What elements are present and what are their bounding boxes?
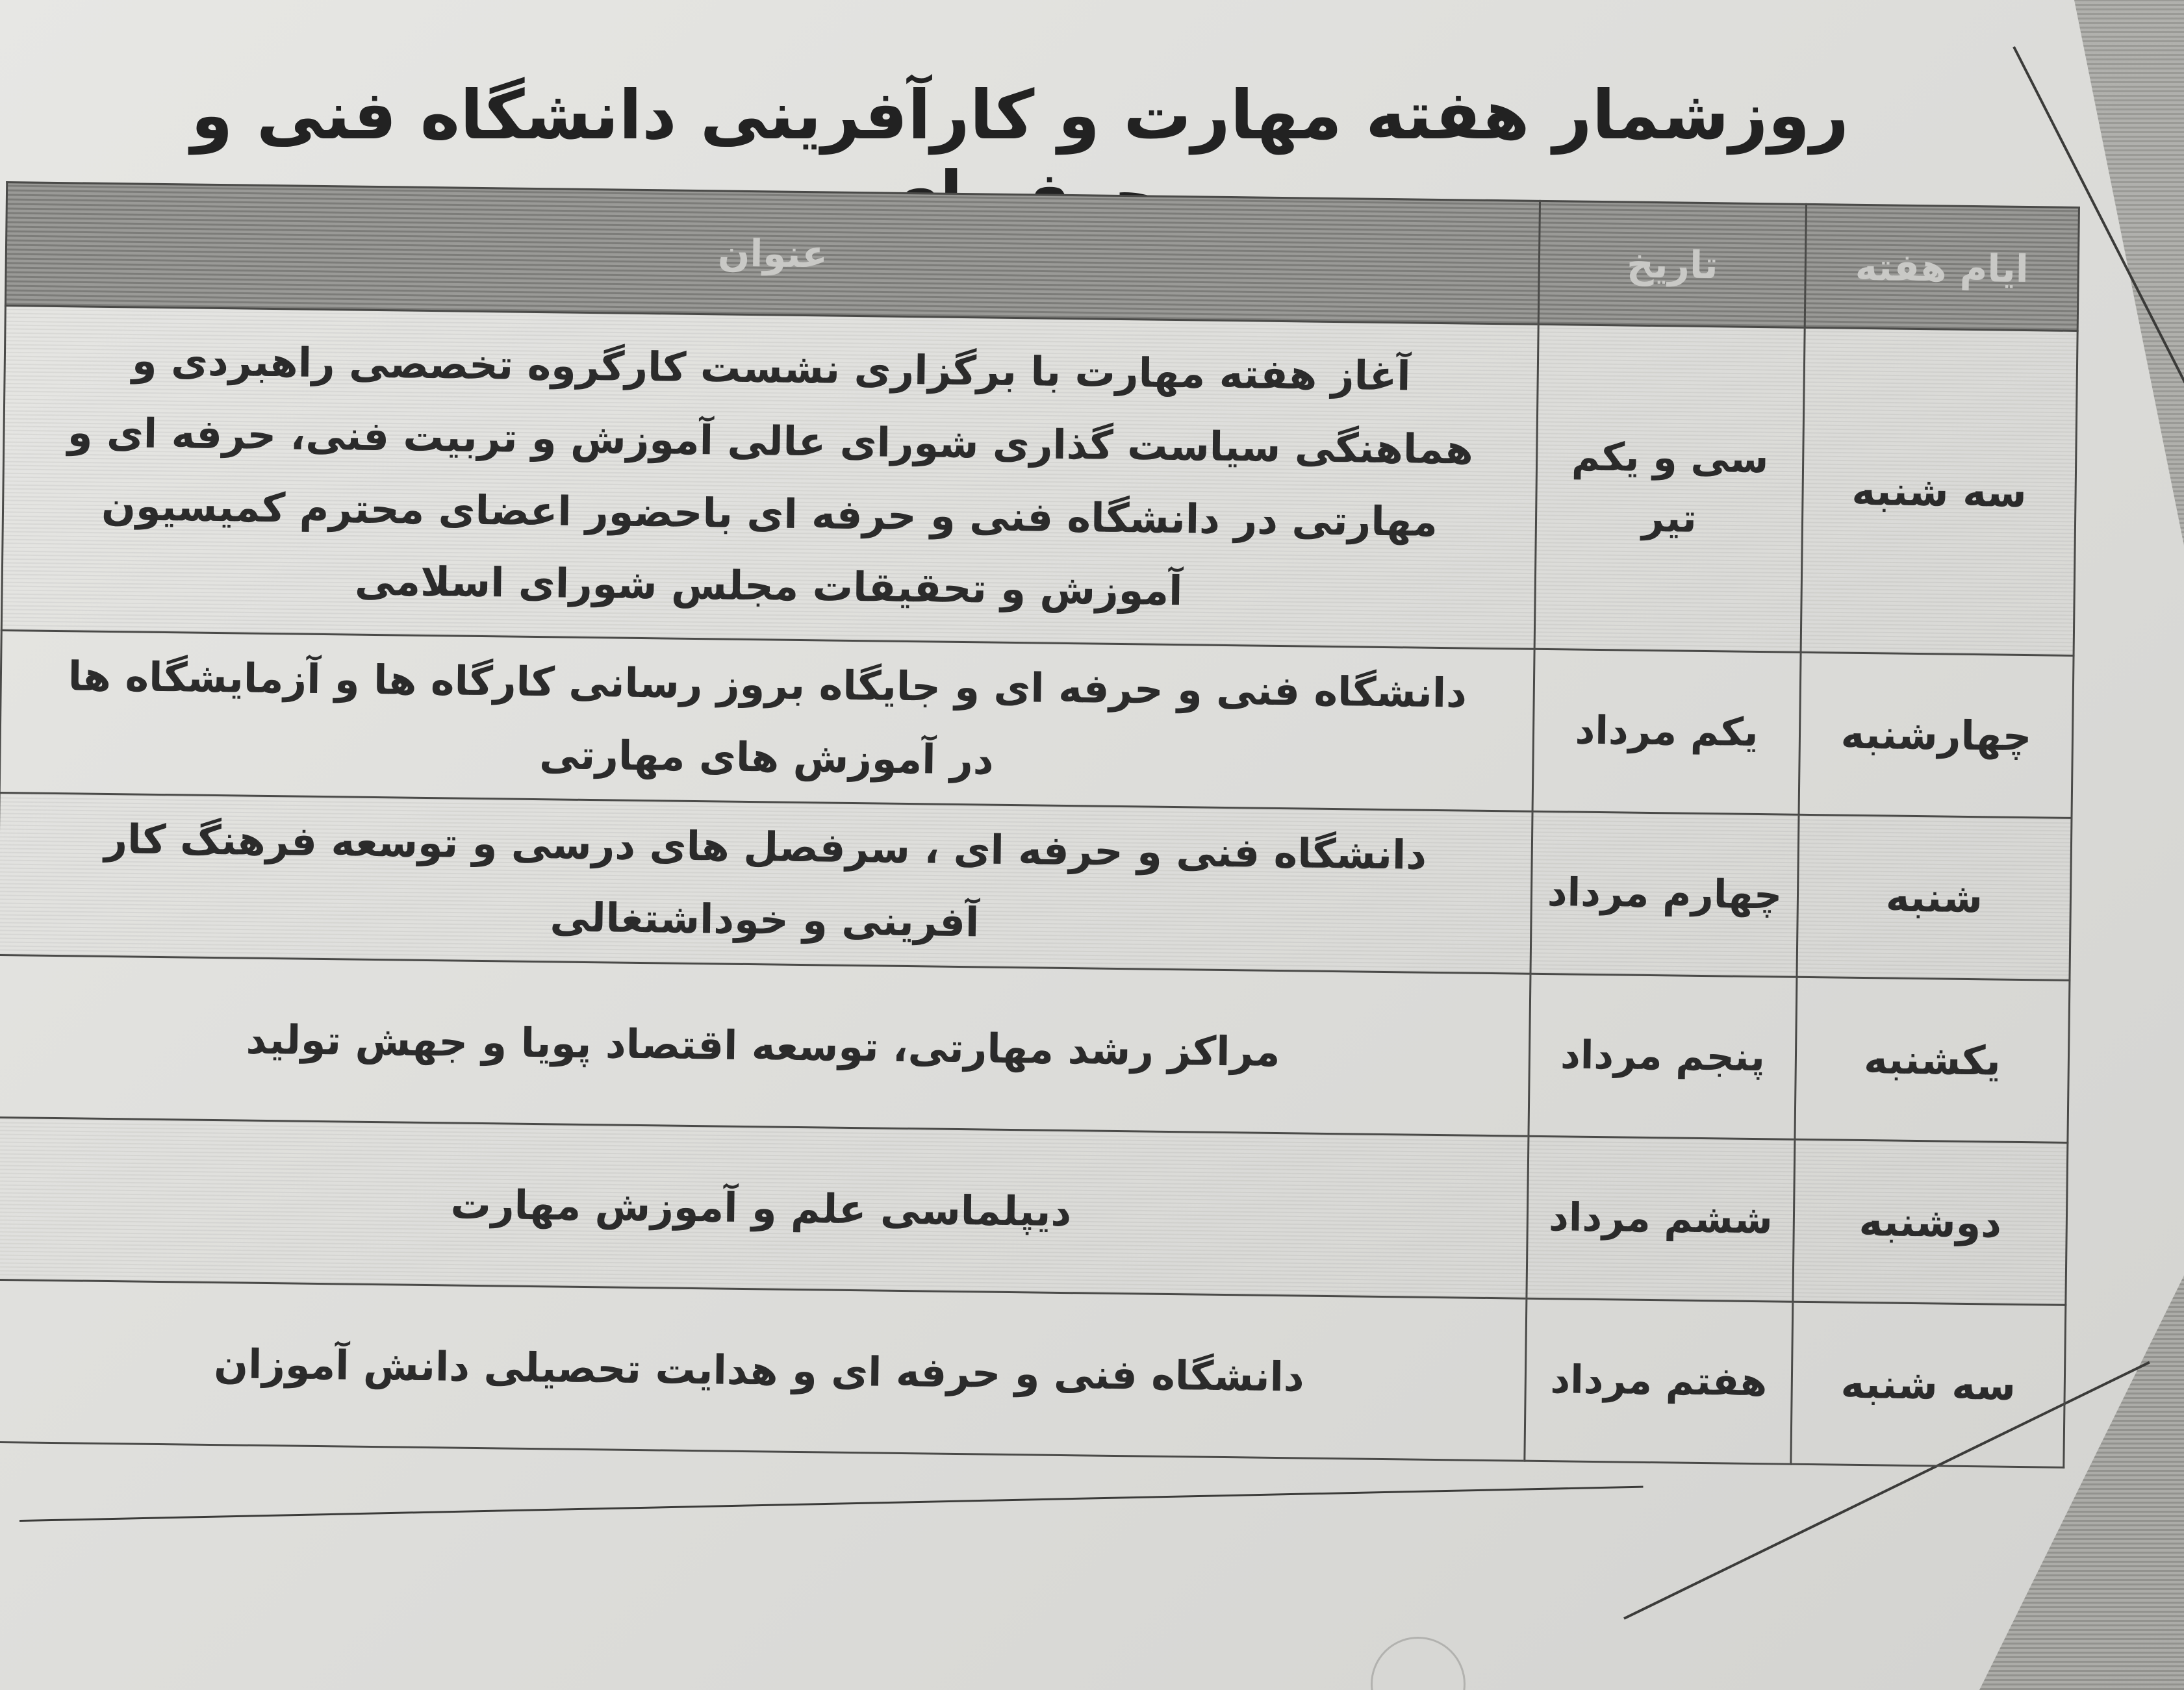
row-date: یکم مرداد (1532, 649, 1801, 814)
table-header-row (5, 183, 2079, 331)
schedule-table (0, 181, 2080, 1469)
table-row (0, 1117, 2068, 1305)
row-day: سه شنبه (1791, 1302, 2066, 1467)
row-date: چهارم مرداد (1530, 811, 1799, 977)
header-date: تاریخ (1538, 201, 1806, 327)
page-edge-line-bottom (19, 1486, 1644, 1522)
schedule-table-wrapper (0, 181, 2080, 1469)
table-row (1, 305, 2077, 655)
row-date: هفتم مرداد (1525, 1298, 1793, 1464)
punch-hole-mark (1371, 1637, 1466, 1690)
header-day: ایام هفته (1805, 204, 2079, 331)
row-day: یکشنبه (1795, 977, 2070, 1142)
page-title: روزشمار هفته مهارت و کارآفرینی دانشگاه فنی و (190, 75, 1849, 155)
row-day: سه شنبه (1801, 327, 2077, 655)
table-row (0, 955, 2070, 1142)
table-row (0, 1280, 2066, 1467)
row-subject: دانشگاه فنی و حرفه ای ، سرفصل های درسی و توسعه فرهنگ کار آفرینی و خوداشتغالی (0, 792, 1532, 974)
table-row (0, 630, 2074, 818)
table-row (0, 792, 2072, 980)
row-day: دوشنبه (1793, 1139, 2068, 1305)
row-subject: دانشگاه فنی و حرفه ای و جایگاه بروز رسانی کارگاه ها و آزمایشگاه ها در آموزش های مهارتی (0, 630, 1534, 811)
row-date: پنجم مرداد (1529, 974, 1797, 1139)
row-day: شنبه (1797, 814, 2072, 980)
row-date: سی و یکم تیر (1534, 324, 1805, 652)
row-subject: دیپلماسی علم و آموزش مهارت (0, 1117, 1529, 1298)
row-subject: دانشگاه فنی و حرفه ای و هدایت تحصیلی دانش آموزان (0, 1280, 1527, 1461)
header-subject: عنوان (5, 183, 1540, 325)
row-day: چهارشنبه (1799, 652, 2074, 818)
row-subject: آغاز هفته مهارت با برگزاری نشست کارگروه تخصصی راهبردی و هماهنگی سیاست گذاری شورای عالی آموزش و تربیت فنی، حرفه ای و مهارتی در دانشگاه فنی و حرفه ای باحضور اعضای محترم کمیسیون آموزش و تحقیقات مجلس شورای اسلامی (1, 305, 1538, 649)
row-subject: مراکز رشد مهارتی، توسعه اقتصاد پویا و جهش تولید (0, 955, 1530, 1136)
row-date: ششم مرداد (1527, 1136, 1795, 1302)
